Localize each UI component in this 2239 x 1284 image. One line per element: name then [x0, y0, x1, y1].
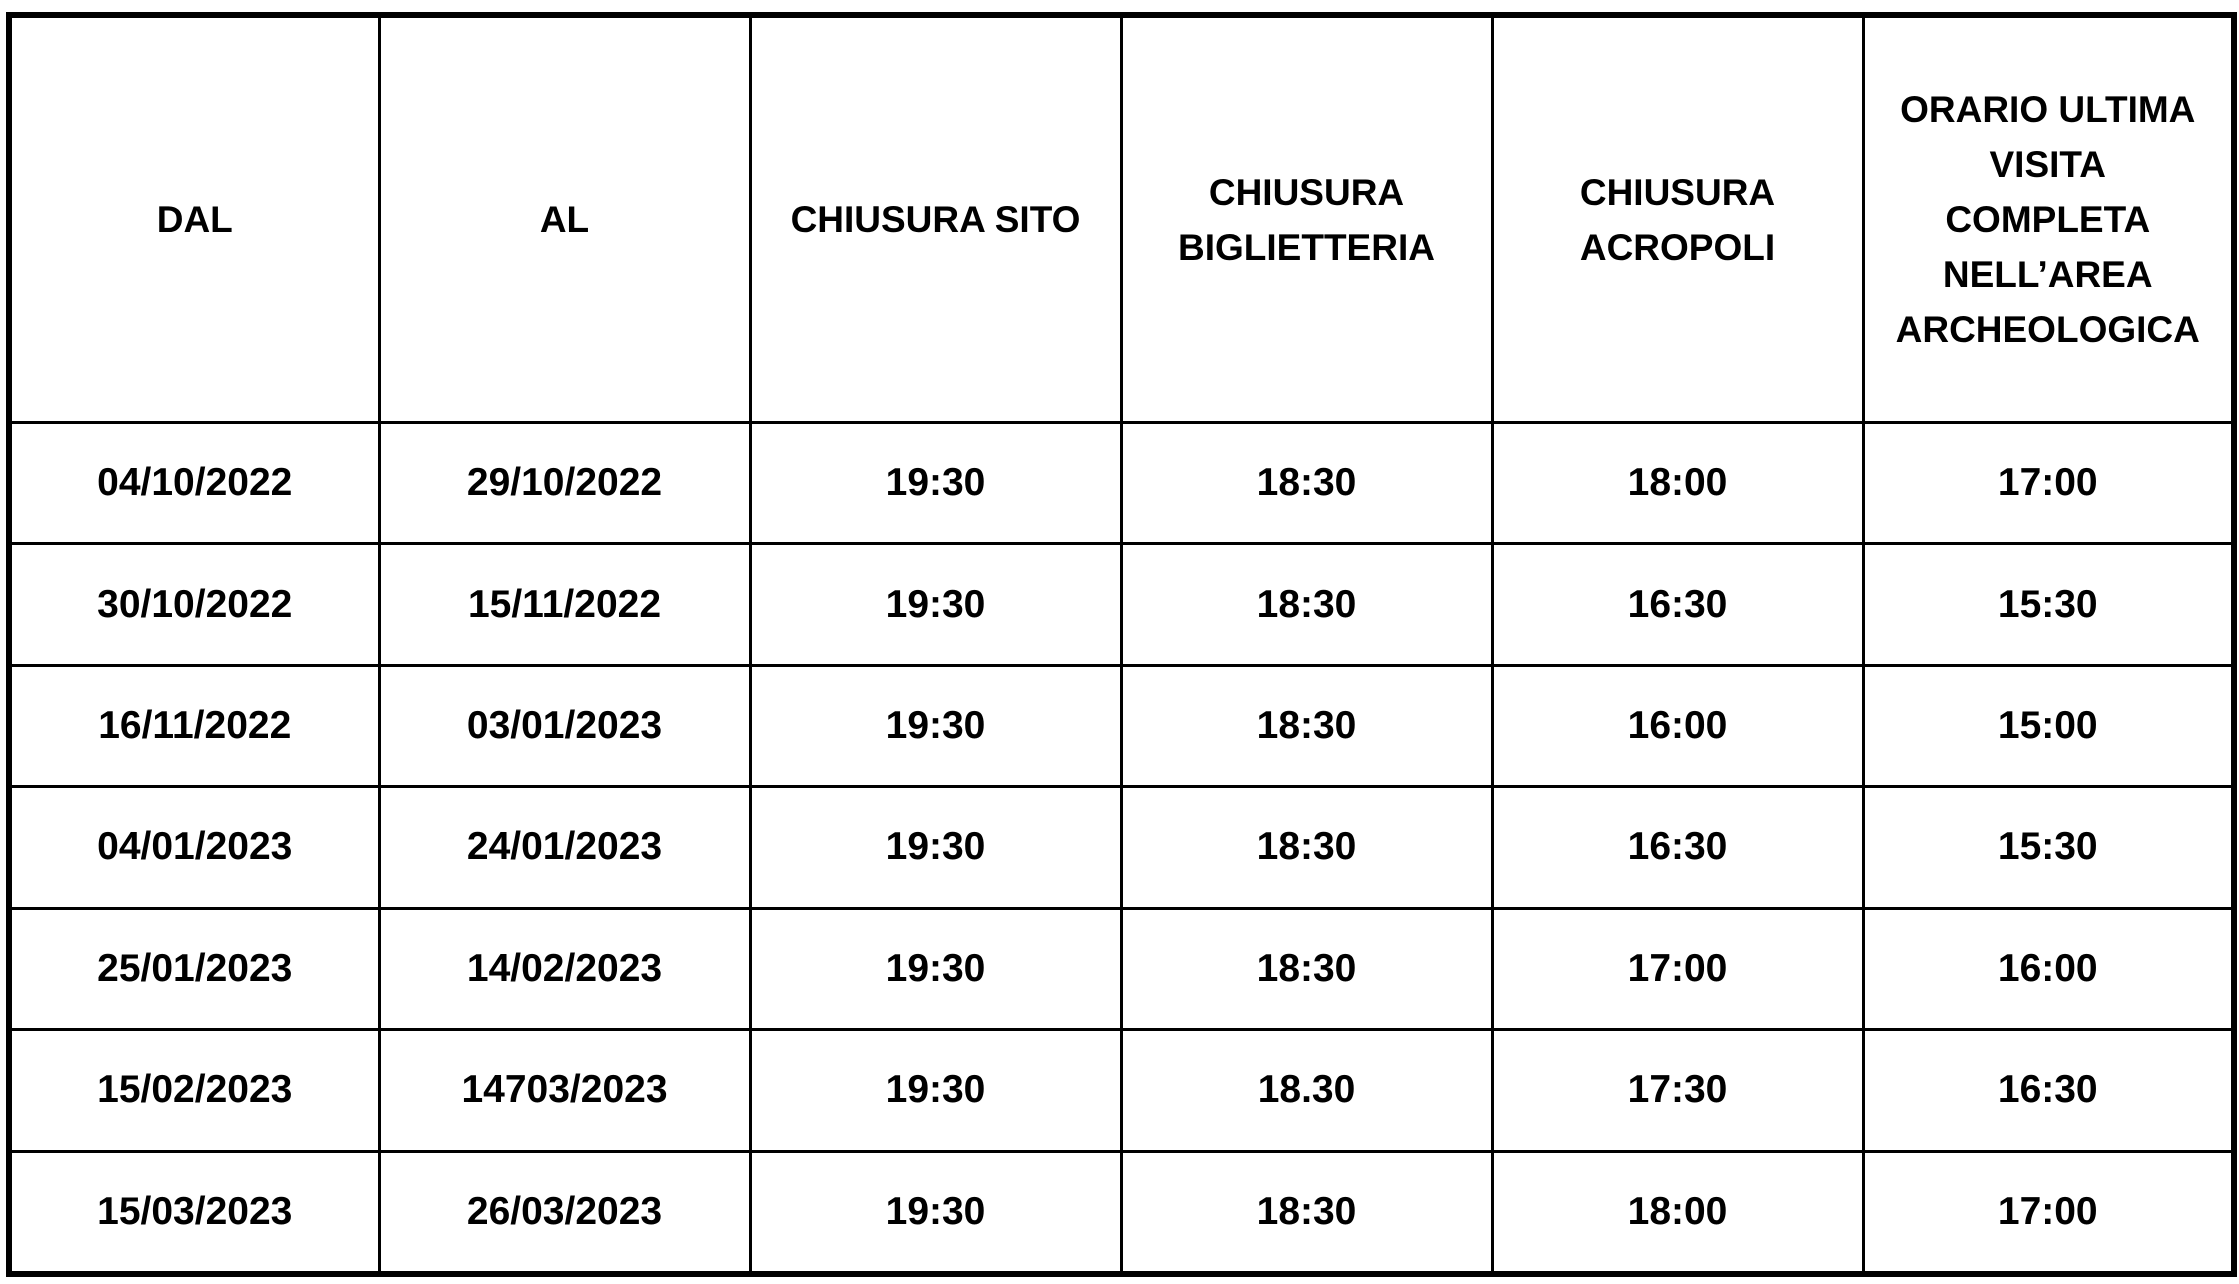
cell-chiusura-biglietteria: 18:30 [1121, 665, 1492, 786]
cell-chiusura-biglietteria: 18:30 [1121, 787, 1492, 908]
cell-dal: 25/01/2023 [9, 908, 379, 1029]
cell-dal: 04/10/2022 [9, 423, 379, 544]
cell-al: 14703/2023 [379, 1030, 750, 1151]
header-dal-label: DAL [156, 199, 233, 240]
header-chiusura-acropoli-label: CHIUSURA ACROPOLI [1579, 171, 1776, 268]
cell-chiusura-acropoli: 16:00 [1492, 665, 1863, 786]
table-row [9, 1030, 2234, 1151]
cell-al: 29/10/2022 [379, 423, 750, 544]
cell-al: 26/03/2023 [379, 1151, 750, 1274]
cell-chiusura-biglietteria: 18:30 [1121, 908, 1492, 1029]
cell-chiusura-sito: 19:30 [750, 423, 1121, 544]
cell-ultima-visita: 16:00 [1863, 908, 2234, 1029]
cell-dal: 15/03/2023 [9, 1151, 379, 1274]
cell-al: 24/01/2023 [379, 787, 750, 908]
cell-chiusura-sito: 19:30 [750, 1151, 1121, 1274]
table-body [9, 423, 2234, 1275]
cell-chiusura-biglietteria: 18:30 [1121, 1151, 1492, 1274]
schedule-table [6, 12, 2237, 1277]
header-ultima-visita [1863, 15, 2234, 423]
header-chiusura-biglietteria-label: CHIUSURA BIGLIETTERIA [1178, 171, 1435, 268]
cell-al: 15/11/2022 [379, 544, 750, 665]
table-row [9, 1151, 2234, 1274]
cell-chiusura-sito: 19:30 [750, 1030, 1121, 1151]
header-al [379, 15, 750, 423]
header-chiusura-acropoli [1492, 15, 1863, 423]
header-al-label: AL [539, 199, 590, 240]
cell-ultima-visita: 16:30 [1863, 1030, 2234, 1151]
cell-dal: 30/10/2022 [9, 544, 379, 665]
cell-chiusura-sito: 19:30 [750, 908, 1121, 1029]
header-ultima-visita-label: ORARIO ULTIMA VISITA COMPLETA NELL’AREA ARCHEOLOGICA [1895, 89, 2200, 350]
cell-chiusura-biglietteria: 18.30 [1121, 1030, 1492, 1151]
header-dal [9, 15, 379, 423]
cell-chiusura-sito: 19:30 [750, 544, 1121, 665]
table-row [9, 423, 2234, 544]
cell-al: 14/02/2023 [379, 908, 750, 1029]
cell-chiusura-biglietteria: 18:30 [1121, 423, 1492, 544]
cell-dal: 15/02/2023 [9, 1030, 379, 1151]
table-row [9, 665, 2234, 786]
cell-ultima-visita: 15:30 [1863, 544, 2234, 665]
cell-dal: 16/11/2022 [9, 665, 379, 786]
cell-ultima-visita: 17:00 [1863, 423, 2234, 544]
cell-chiusura-acropoli: 17:30 [1492, 1030, 1863, 1151]
header-chiusura-sito [750, 15, 1121, 423]
table-row [9, 908, 2234, 1029]
header-row [9, 15, 2234, 423]
cell-chiusura-sito: 19:30 [750, 787, 1121, 908]
cell-ultima-visita: 15:30 [1863, 787, 2234, 908]
cell-ultima-visita: 15:00 [1863, 665, 2234, 786]
header-chiusura-sito-label: CHIUSURA SITO [790, 199, 1081, 240]
cell-chiusura-acropoli: 16:30 [1492, 544, 1863, 665]
cell-chiusura-acropoli: 18:00 [1492, 423, 1863, 544]
cell-chiusura-acropoli: 17:00 [1492, 908, 1863, 1029]
cell-chiusura-sito: 19:30 [750, 665, 1121, 786]
cell-chiusura-biglietteria: 18:30 [1121, 544, 1492, 665]
cell-al: 03/01/2023 [379, 665, 750, 786]
cell-chiusura-acropoli: 16:30 [1492, 787, 1863, 908]
table-row [9, 544, 2234, 665]
cell-dal: 04/01/2023 [9, 787, 379, 908]
header-chiusura-biglietteria [1121, 15, 1492, 423]
cell-ultima-visita: 17:00 [1863, 1151, 2234, 1274]
cell-chiusura-acropoli: 18:00 [1492, 1151, 1863, 1274]
table-row [9, 787, 2234, 908]
